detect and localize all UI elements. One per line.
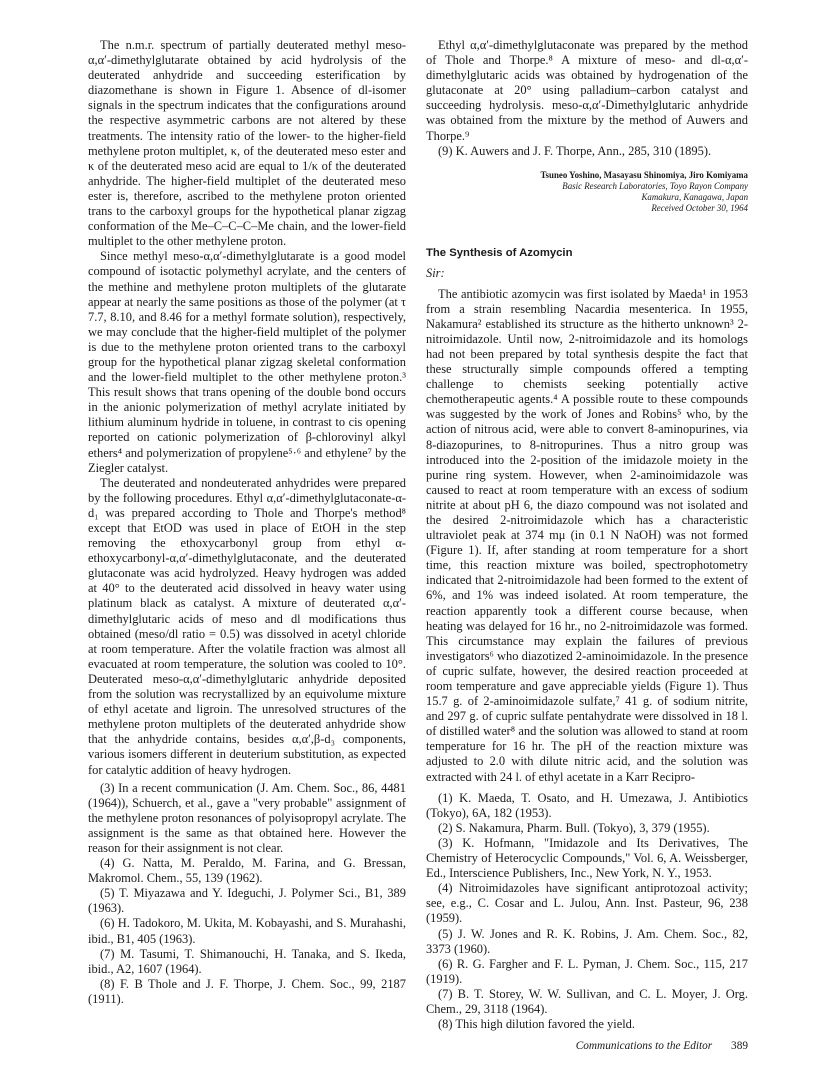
footnote-r7: (7) B. T. Storey, W. W. Sullivan, and C. L. Moyer, J. Org. Chem., 29, 3118 (1964). [426, 986, 748, 1016]
affiliation-city: Kamakura, Kanagawa, Japan [641, 192, 748, 203]
footnote-r2: (2) S. Nakamura, Pharm. Bull. (Tokyo), 3, 379 (1955). [438, 820, 710, 835]
paragraph-azomycin: The antibiotic azomycin was first isolated by Maeda¹ in 1953 from a strain resembling Nacardia mesenterica. In 1955, Nakamura² established its structure as the hitherto unknown³ 2-nitroimidazole. Until now, 2-nitroimidazole and its homologs had not been prepared by total synthesis despite the fact that these structurally simple compounds offered a tempting challenge to chemists seeking potentially active chemotherapeutic agents.⁴ A possible route to these compounds was suggested by the work of Jones and Robins⁵ who, by the action of nitrous acid, were able to convert 8-aminopurines, via 8-diazopurines, to 8-nitropurines. Thus a nitro group was introduced into the 2-position of the imidazole moiety in the purine ring system. However, when 2-aminoimidazole was caused to react at room temperature with an excess of sodium nitrite at about pH 6, the diazo compound was not isolated and the desired 2-nitroimidazole which has a characteristic ultraviolet peak at 374 mμ (in 0.1 N NaOH) was not formed (Figure 1). If, after standing at room temperature for a short time, this reaction mixture was boiled, spectrophotometry indicated that 2-nitroimidazole had been formed to the extent of 6%, and 1% was indeed isolated. At room temperature, the reaction apparently took a different course because, when heating was delayed for 16 hr., no 2-nitroimidazole was formed. This circumstance may explain the failures of previous investigators⁶ who diazotized 2-aminoimidazole. In the presence of cupric sulfate, however, the desired reaction proceeded at room temperature and gave appreciable yields (Figure 1). Thus 15.7 g. of 2-aminoimidazole sulfate,⁷ 41 g. of sodium nitrite, and 297 g. of cupric sulfate pentahydrate were dissolved in 18 l. of distilled water⁸ and the solution was allowed to stand at room temperature for 16 hr. The pH of the reaction mixture was adjusted to 2.0 with dilute nitric acid, and the solution was extracted with 24 l. of ethyl acetate in a Karr Recipro- [426, 286, 748, 784]
right-column [426, 38, 748, 1032]
salutation: Sir: [426, 265, 445, 280]
footnote-9: (9) K. Auwers and J. F. Thorpe, Ann., 285, 310 (1895). [438, 143, 712, 158]
footnote-6: (6) H. Tadokoro, M. Ukita, M. Kobayashi, and S. Murahashi, ibid., B1, 405 (1963). [88, 916, 406, 946]
footnote-8: (8) F. B Thole and J. F. Thorpe, J. Chem. Soc., 99, 2187 (1911). [88, 976, 406, 1006]
paragraph-glutaconate: Ethyl α,α′-dimethylglutaconate was prepared by the method of Thole and Thorpe.⁸ A mixture of meso- and dl-α,α′-dimethylglutaric acids was obtained by hydrogenation of the glutaconate at 20° using palladium–carbon catalyst and succeeding hydrolysis. meso-α,α′-Dimethylglutaric anhydride was obtained from the mixture by the method of Auwers and Thorpe.⁹ [426, 38, 748, 143]
paragraph-conclusion: Since methyl meso-α,α′-dimethylglutarate is a good model compound of isotactic polymethyl acrylate, and the centers of the methine and methylene proton multiplets of the glutarate appear at nearly the same positions as those of the polymer (at τ 7.7, 8.10, and 8.46 for a methyl formate solution), respectively, we may conclude that the higher-field multiplet of the polymer is due to the methylene proton oriented trans to the carboxyl group for the hypothetical planar zigzag skeletal conformation and the lower-field multiplet to the other methylene proton.³ This result shows that trans opening of the double bond occurs in the anionic polymerization of methyl acrylate initiated by lithium aluminum hydride in toluene, in contrast to cis opening reported on cationic polymerization of β-chlorovinyl alkyl ethers⁴ and polymerization of propylene⁵·⁶ and ethylene⁷ by the Ziegler catalyst. [88, 249, 406, 475]
footnote-5: (5) T. Miyazawa and Y. Ideguchi, J. Polymer Sci., B1, 389 (1963). [88, 886, 406, 916]
footnotes-right [426, 791, 748, 1033]
left-column [88, 38, 406, 1007]
paragraph-preparation: The deuterated and nondeuterated anhydrides were prepared by the following procedures. Ethyl α,α′-dimethylglutaconate-α-d₁ was prepared according to Thole and Thorpe's method⁸ except that EtOD was used in place of EtOH in the step removing the ethoxycarbonyl group from ethyl α-ethoxycarbonyl-α,α′-dimethylglutaconate, and the deuterated glutaconate was acid hydrolyzed. Heavy hydrogen was added at 40° to the deuterated acid dissolved in heavy water using platinum black as catalyst. A mixture of deuterated α,α′-dimethylglutaric acids of meso and dl modifications thus obtained (meso/dl ratio = 0.5) was dissolved in acetyl chloride at room temperature. After the volatile fraction was almost all evacuated at room temperature, the solution was cooled to 10°. Deuterated meso-α,α′-dimethylglutaric anhydride deposited from the solution was recrystallized by an equivolume mixture of ethyl acetate and ligroin. The unresolved structures of the methylene proton multiplets of the deuterated anhydride show that the anhydride contains, besides α,α′,β-d₃ components, various isomers different in deuterium substitution, as expected for catalytic addition of heavy hydrogen. [88, 475, 406, 777]
page-number: 389 [731, 1040, 748, 1052]
affiliation-lab: Basic Research Laboratories, Toyo Rayon Company [562, 180, 748, 191]
paragraph-nmr-spectrum: The n.m.r. spectrum of partially deuterated methyl meso-α,α′-dimethylglutarate obtained by acid hydrolysis of the deuterated anhydride and succeeding esterification by diazomethane is shown in Figure 1. Absence of dl-isomer signals in the spectrum indicates that the configurations around the respective asymmetric carbons are not altered by these treatments. The intensity ratio of the lower- to the higher-field methylene proton multiplet, κ, of the deuterated meso ester and κ of the deuterated meso acid are equal to 1/κ of the deuterated anhydride. The higher-field multiplet of the deuterated meso ester is, therefore, ascribed to the methylene proton oriented trans to the carboxyl groups for the hypothetical planar zigzag conformation of the Me–C–C–C–Me chain, and the lower-field multiplet to the other methylene proton. [88, 38, 406, 249]
author-names: Tsuneo Yoshino, Masayasu Shinomiya, Jiro Komiyama [540, 169, 748, 180]
received-date: Received October 30, 1964 [651, 203, 748, 214]
footnotes-left [88, 781, 406, 1007]
page-footer [426, 1040, 748, 1052]
author-signature [426, 170, 748, 215]
footnote-4: (4) G. Natta, M. Peraldo, M. Farina, and G. Bressan, Makromol. Chem., 55, 139 (1962). [88, 856, 406, 886]
article-heading: The Synthesis of Azomycin [426, 246, 573, 259]
journal-section: Communications to the Editor [575, 1040, 713, 1052]
footnote-r4: (4) Nitroimidazoles have significant antiprotozoal activity; see, e.g., C. Cosar and L. Julou, Ann. Inst. Pasteur, 96, 238 (1959). [426, 881, 748, 926]
footnote-3: (3) In a recent communication (J. Am. Chem. Soc., 86, 4481 (1964)), Schuerch, et al., gave a "very probable" assignment of the methylene proton resonances of polyisopropyl acrylate. The assignment is the same as that obtained here. However the reason for their assignment is not clear. [88, 780, 406, 855]
footnote-7: (7) M. Tasumi, T. Shimanouchi, H. Tanaka, and S. Ikeda, ibid., A2, 1607 (1964). [88, 946, 406, 976]
footnote-r1: (1) K. Maeda, T. Osato, and H. Umezawa, J. Antibiotics (Tokyo), 6A, 182 (1953). [426, 790, 748, 820]
footnote-r5: (5) J. W. Jones and R. K. Robins, J. Am. Chem. Soc., 82, 3373 (1960). [426, 926, 748, 956]
footnote-r8: (8) This high dilution favored the yield. [438, 1017, 636, 1032]
footnote-r3: (3) K. Hofmann, "Imidazole and Its Derivatives, The Chemistry of Heterocyclic Compounds," Vol. 6, A. Weissberger, Ed., Interscience Publishers, Inc., New York, N. Y., 1953. [426, 835, 748, 881]
footnote-r6: (6) R. G. Fargher and F. L. Pyman, J. Chem. Soc., 115, 217 (1919). [426, 956, 748, 986]
